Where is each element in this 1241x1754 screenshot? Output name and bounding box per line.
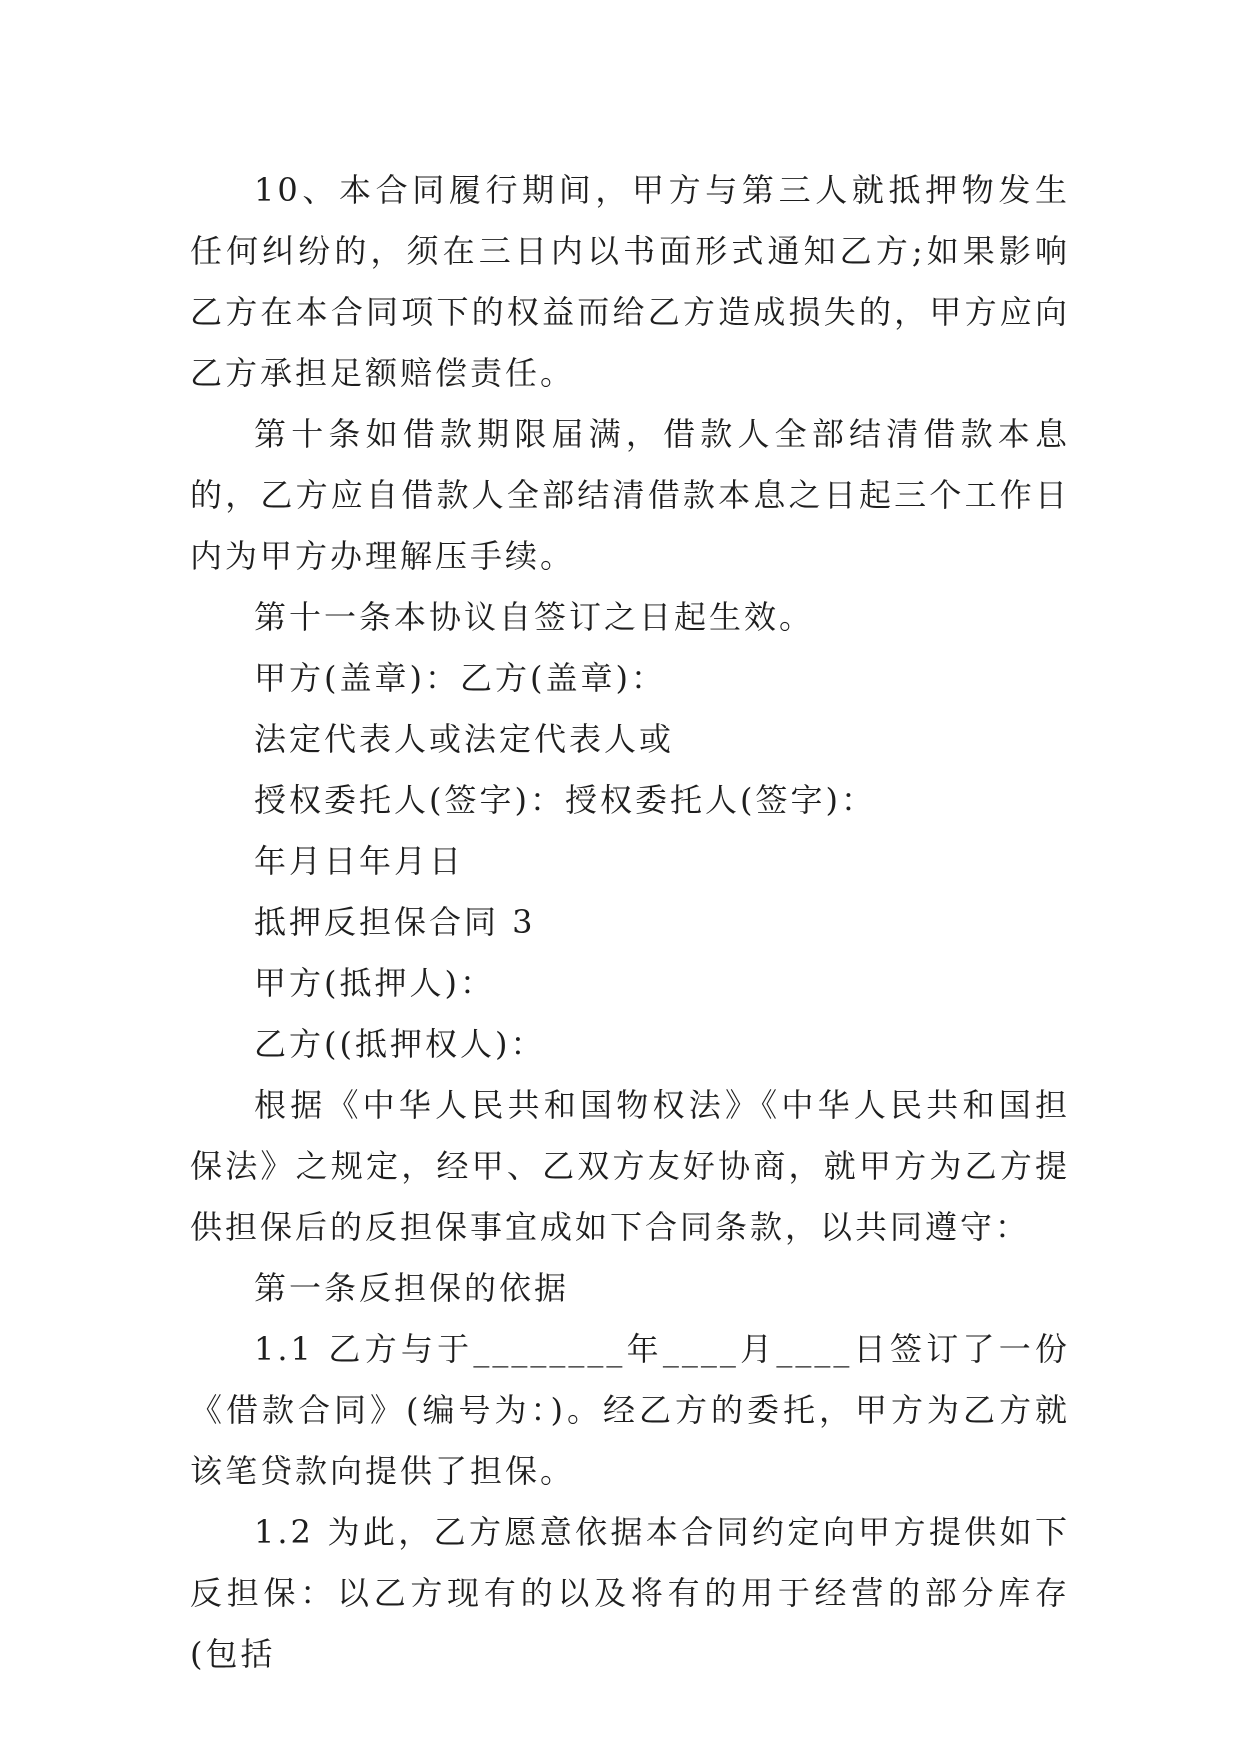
paragraph-article-11: 第十一条本协议自签订之日起生效。 xyxy=(254,598,815,636)
signature-authorized-line: 授权委托人(签字)：授权委托人(签字)： xyxy=(254,781,876,819)
party-a-line: 甲方(抵押人)： xyxy=(254,964,495,1002)
paragraph-clause-1-1: 1.1 乙方与于________年____月____日签订了一份《借款合同》(编号为：)。经乙方的委托，甲方为乙方就该笔贷款向提供了担保。 xyxy=(190,1330,1070,1490)
signature-seal-line: 甲方(盖章)：乙方(盖章)： xyxy=(254,659,666,697)
paragraph-clause-10: 10、本合同履行期间，甲方与第三人就抵押物发生任何纠纷的，须在三日内以书面形式通知乙方;如果影响乙方在本合同项下的权益而给乙方造成损失的，甲方应向乙方承担足额赔偿责任。 xyxy=(190,171,1070,392)
party-b-line: 乙方((抵押权人)： xyxy=(254,1025,546,1063)
paragraph-preamble: 根据《中华人民共和国物权法》《中华人民共和国担保法》之规定，经甲、乙双方友好协商，就甲方为乙方提供担保后的反担保事宜成如下合同条款，以共同遵守： xyxy=(190,1086,1070,1246)
signature-representative-line: 法定代表人或法定代表人或 xyxy=(254,720,675,758)
paragraph-article-10: 第十条如借款期限届满，借款人全部结清借款本息的，乙方应自借款人全部结清借款本息之日起三个工作日内为甲方办理解压手续。 xyxy=(190,415,1070,575)
paragraph-article-1-heading: 第一条反担保的依据 xyxy=(254,1269,570,1307)
signature-date-line: 年月日年月日 xyxy=(254,842,465,880)
document-body xyxy=(190,160,1070,1685)
paragraph-clause-1-2: 1.2 为此，乙方愿意依据本合同约定向甲方提供如下反担保：以乙方现有的以及将有的用于经营的部分库存(包括 xyxy=(190,1513,1070,1673)
contract-title: 抵押反担保合同 3 xyxy=(254,903,536,941)
